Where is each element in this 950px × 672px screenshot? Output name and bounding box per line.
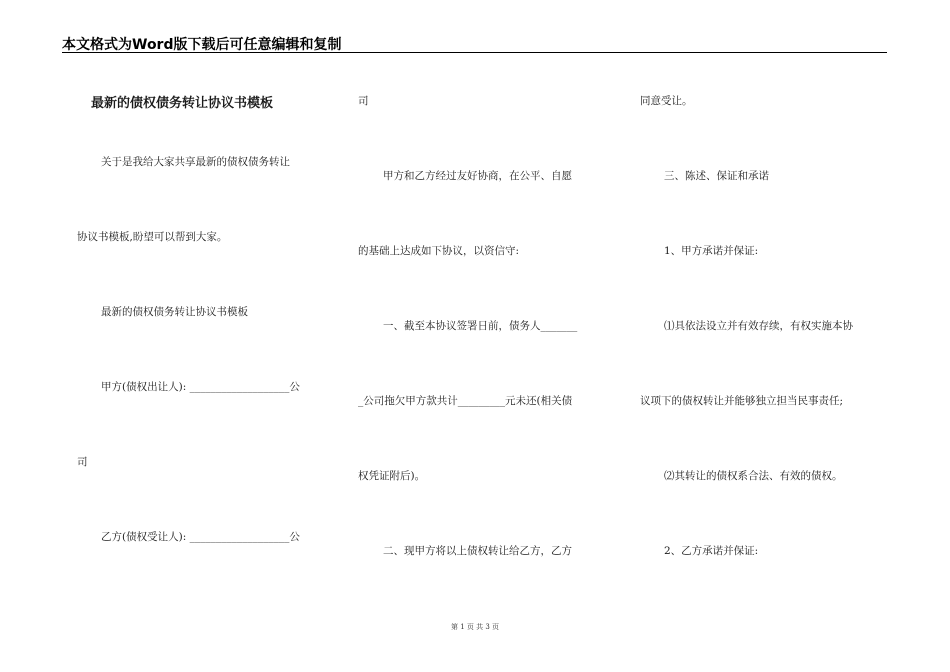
paragraph-line: _公司拖欠甲方款共计_________元未还(相关债	[358, 395, 573, 407]
page-header-title: 本文格式为Word版下载后可任意编辑和复制	[62, 37, 342, 53]
paragraph-line: 2、乙方承诺并保证:	[664, 545, 759, 557]
paragraph-line: 权凭证附后)。	[358, 470, 426, 482]
paragraph-line: 一、截至本协议签署日前，债务人_______	[383, 320, 578, 332]
paragraph-line: 协议书模板,盼望可以帮到大家。	[77, 231, 228, 243]
paragraph-line: 甲方(债权出让人): ___________________公	[101, 381, 300, 393]
page-footer: 第 1 页 共 3 页	[450, 623, 500, 631]
paragraph-line: ⑵其转让的债权系合法、有效的债权。	[664, 470, 843, 482]
paragraph-line: 议项下的债权转让并能够独立担当民事责任;	[640, 395, 844, 407]
paragraph-line: ⑴具依法设立并有效存续，有权实施本协	[664, 320, 853, 332]
paragraph-line: 二、现甲方将以上债权转让给乙方，乙方	[383, 545, 572, 557]
paragraph-line: 同意受让。	[640, 95, 693, 107]
paragraph-line: 关于是我给大家共享最新的债权债务转让	[101, 156, 290, 168]
paragraph-line: 的基础上达成如下协议，以资信守:	[358, 245, 520, 257]
document-title: 最新的债权债务转让协议书模板	[91, 96, 274, 111]
paragraph-line: 1、甲方承诺并保证:	[664, 245, 759, 257]
header-divider	[62, 52, 887, 53]
paragraph-line: 司	[77, 456, 88, 468]
paragraph-line: 司	[358, 95, 369, 107]
paragraph-line: 乙方(债权受让人): ___________________公	[101, 531, 300, 543]
paragraph-line: 最新的债权债务转让协议书模板	[101, 306, 248, 318]
paragraph-line: 三、陈述、保证和承诺	[664, 170, 769, 182]
paragraph-line: 甲方和乙方经过友好协商，在公平、自愿	[383, 170, 572, 182]
